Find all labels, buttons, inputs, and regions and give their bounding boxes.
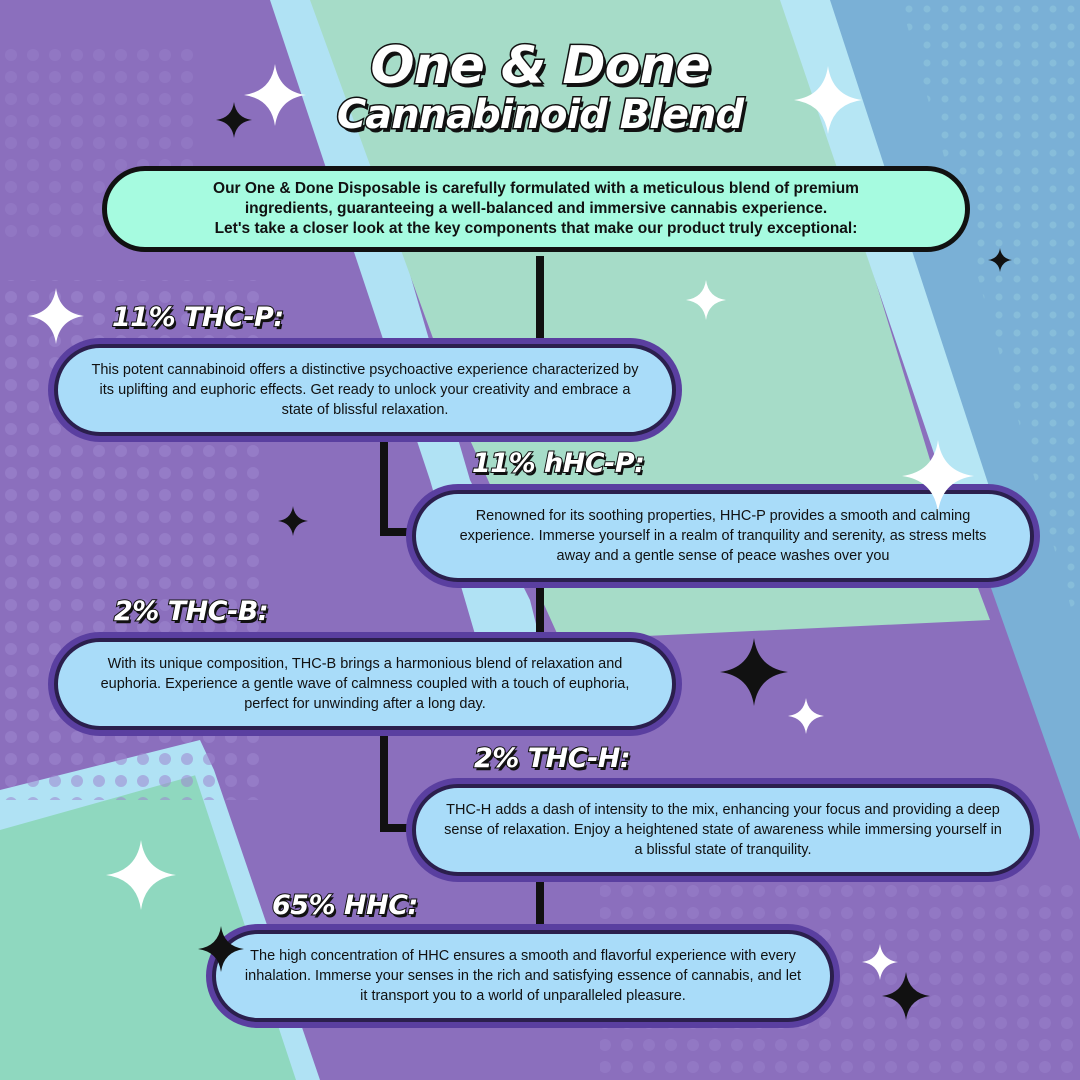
component-card bbox=[412, 784, 1034, 876]
intro-line-3: Let's take a closer look at the key components that make our product truly exceptional: bbox=[214, 220, 858, 237]
sparkle-icon bbox=[278, 506, 308, 536]
component-card bbox=[54, 638, 676, 730]
intro-text bbox=[213, 179, 859, 239]
connector-line bbox=[536, 876, 544, 930]
component-card bbox=[212, 930, 834, 1022]
component-label: 2% THC-B: bbox=[114, 596, 269, 627]
sparkle-icon bbox=[216, 102, 252, 138]
sparkle-icon bbox=[882, 972, 930, 1020]
component-description: The high concentration of HHC ensures a smooth and flavorful experience with every inhalation. Immerse your senses in the rich and satisfying essence of cannabis, and let it transport you to a world of unparalleled pleasure. bbox=[244, 948, 802, 1004]
sparkle-icon bbox=[720, 638, 788, 706]
sparkle-icon bbox=[788, 698, 824, 734]
component-label: 11% hHC-P: bbox=[472, 448, 645, 479]
connector-line bbox=[380, 730, 388, 832]
sparkle-icon bbox=[988, 248, 1012, 272]
intro-line-1: Our One & Done Disposable is carefully formulated with a meticulous blend of premium bbox=[213, 180, 859, 197]
component-label: 2% THC-H: bbox=[474, 743, 631, 774]
intro-line-2: ingredients, guaranteeing a well-balanced and immersive cannabis experience. bbox=[244, 200, 828, 217]
sparkle-icon bbox=[28, 288, 84, 344]
connector-line bbox=[536, 256, 544, 344]
sparkle-icon bbox=[106, 840, 176, 910]
component-label: 11% THC-P: bbox=[112, 302, 284, 333]
sparkle-icon bbox=[902, 440, 974, 512]
component-description: THC-H adds a dash of intensity to the mix, enhancing your focus and providing a deep sense of relaxation. Enjoy a heightened state of awareness while immersing yourself in a blissful state of tranquility. bbox=[444, 802, 1002, 858]
title-line-1: One & Done bbox=[370, 36, 710, 96]
connector-line bbox=[380, 528, 412, 536]
component-description: This potent cannabinoid offers a distinctive psychoactive experience characterized by its uplifting and euphoric effects. Get ready to unlock your creativity and embrace a state of blissful relaxation. bbox=[91, 362, 639, 418]
component-description: With its unique composition, THC-B brings a harmonious blend of relaxation and euphoria. Experience a gentle wave of calmness coupled with a touch of euphoria, perfect for unwinding after a long day. bbox=[100, 656, 630, 712]
sparkle-icon bbox=[686, 280, 726, 320]
sparkle-icon bbox=[244, 64, 306, 126]
connector-line bbox=[536, 582, 544, 638]
sparkle-icon bbox=[198, 926, 244, 972]
component-card bbox=[54, 344, 676, 436]
component-description: Renowned for its soothing properties, HHC-P provides a smooth and calming experience. Immerse yourself in a realm of tranquility and serenity, as stress melts away and a gentle sense of peace washes over you bbox=[459, 508, 987, 564]
title-line-2: Cannabinoid Blend bbox=[336, 92, 744, 138]
connector-line bbox=[380, 824, 412, 832]
sparkle-icon bbox=[794, 66, 862, 134]
component-label: 65% HHC: bbox=[272, 890, 418, 921]
intro-box bbox=[102, 166, 970, 252]
connector-line bbox=[380, 436, 388, 536]
